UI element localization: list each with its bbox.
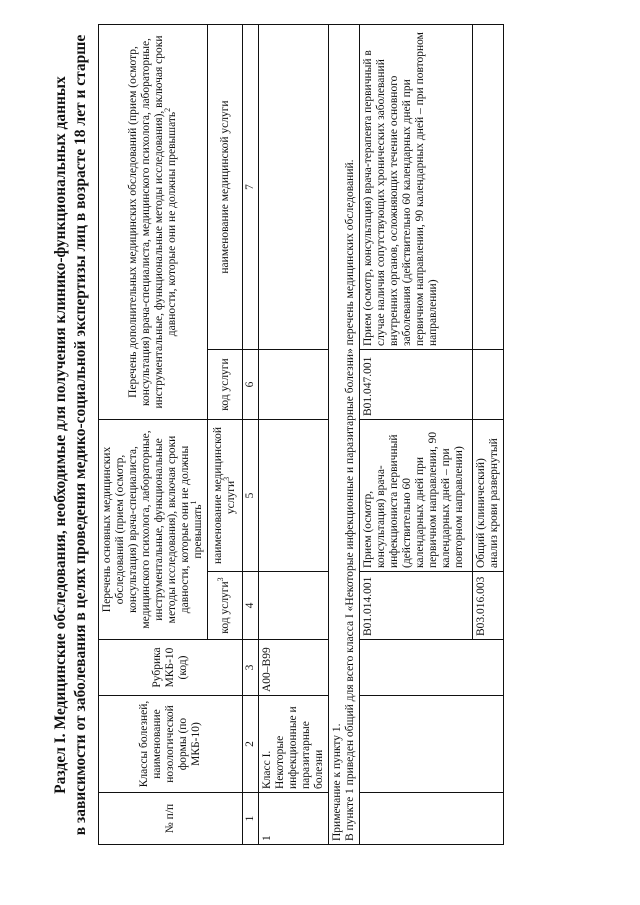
header-main-code-text: код услуги	[218, 581, 231, 634]
table-row	[360, 25, 473, 845]
note-text: В пункте 1 приведен общий для всего класса I «Некоторые инфекционные и паразитарные болезни» перечень медицинских обследований.	[344, 159, 356, 841]
main-service-code: B03.016.003	[473, 572, 504, 640]
col-number: 6	[243, 350, 259, 420]
row-number: 1	[259, 793, 329, 845]
note-row	[329, 25, 360, 845]
header-main-code	[208, 572, 243, 640]
empty-cell	[360, 640, 504, 696]
empty-cell	[259, 572, 329, 640]
empty-cell	[259, 25, 329, 350]
note-title: Примечание к пункту 1.	[331, 723, 343, 841]
medical-exams-table	[98, 24, 504, 845]
header-main-exams-sup: 1	[189, 500, 199, 505]
header-main-exams-text: Перечень основных медицинских обследований (прием (осмотр, консультация) врача-специалиста, медицинского психолога, лабораторные, инструментальные, функциональные методы исследования), включая сроки давности, которые они не должны превышать	[101, 430, 204, 629]
main-service-name: Общий (клинический) анализ крови развернутый	[473, 420, 504, 572]
col-number: 4	[243, 572, 259, 640]
header-main-exams	[99, 420, 208, 640]
empty-cell	[259, 420, 329, 572]
header-add-code: код услуги	[208, 350, 243, 420]
main-service-code: B01.014.001	[360, 572, 473, 640]
empty-cell	[259, 350, 329, 420]
header-main-code-sup: 3	[215, 577, 225, 582]
additional-service-name: Прием (осмотр, консультация) врача-терапевта первичный в случае наличия сопутствующих хронических заболеваний внутренних органов, осложняющих течение основного заболевания (действительно 60 календарных дней при первичном направлении, 90 календарных дней – при повторном направлении)	[360, 25, 473, 350]
col-number: 2	[243, 696, 259, 793]
additional-service-name	[473, 25, 504, 350]
header-main-name-text: наименование медицинской услуги	[212, 426, 237, 565]
header-additional-exams-text: Перечень дополнительных медицинских обследований (прием (осмотр, консультация) врача-специалиста, медицинского психолога, лабораторные, инструментальные, функциональные методы исследования), включая сроки давности, которые они не должны превышать	[127, 35, 178, 409]
header-main-name-sup: 3	[222, 476, 232, 481]
icd-code: A00–B99	[259, 640, 329, 696]
column-number-row	[243, 25, 259, 845]
empty-cell	[360, 793, 504, 845]
col-number: 5	[243, 420, 259, 572]
header-class: Классы болезней, наименование нозологической формы (по МКБ-10)	[99, 696, 243, 793]
note-cell	[329, 25, 360, 845]
col-number: 7	[243, 25, 259, 350]
disease-class-name: Класс I. Некоторые инфекционные и паразитарные болезни	[259, 696, 329, 793]
header-icd-code: Рубрика МКБ-10 (код)	[99, 640, 243, 696]
section-title-line2: в зависимости от заболевания в целях проведения медико-социальной экспертизы лиц в возрасте 18 лет и старше	[72, 34, 89, 836]
table-row	[259, 25, 329, 845]
header-row-1	[99, 25, 208, 845]
header-additional-exams-sup: 2	[163, 107, 173, 112]
main-service-name: Прием (осмотр, консультация) врача-инфекциониста первичный (действительно 60 календарных дней при первичном направлении, 90 календарных дней – при повторном направлении)	[360, 420, 473, 572]
header-num: № п/п	[99, 793, 243, 845]
section-title-line1: Раздел I. Медицинские обследования, необходимые для получения клинико-функциональных данных	[52, 76, 69, 794]
additional-service-code	[473, 350, 504, 420]
header-main-name	[208, 420, 243, 572]
header-add-name: наименование медицинской услуги	[208, 25, 243, 350]
header-additional-exams	[99, 25, 208, 420]
col-number: 3	[243, 640, 259, 696]
empty-cell	[360, 696, 504, 793]
col-number: 1	[243, 793, 259, 845]
additional-service-code: B01.047.001	[360, 350, 473, 420]
